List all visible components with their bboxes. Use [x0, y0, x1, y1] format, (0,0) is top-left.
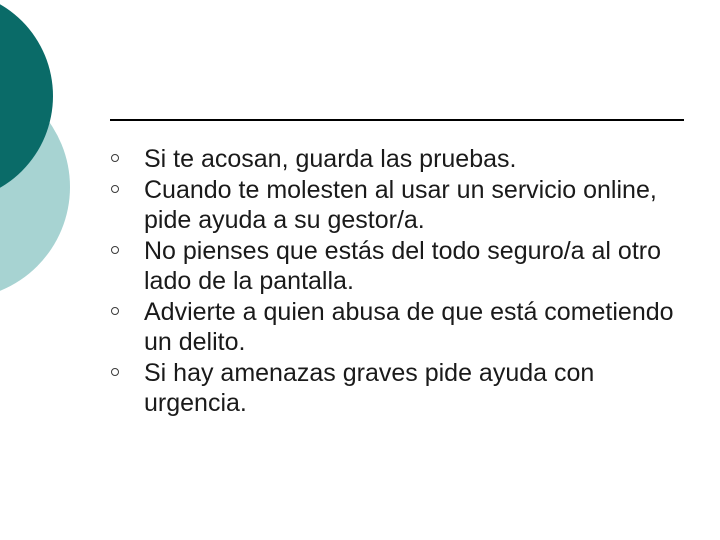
hollow-circle-bullet-icon — [111, 154, 119, 162]
bullet-list — [110, 144, 690, 419]
bullet-text: No pienses que estás del todo seguro/a al otro lado de la pantalla. — [144, 236, 662, 295]
bullet-text: Cuando te molesten al usar un servicio online, pide ayuda a su gestor/a. — [144, 175, 657, 234]
hollow-circle-bullet-icon — [111, 368, 119, 376]
bullet-text: Si te acosan, guarda las pruebas. — [144, 145, 517, 173]
bullet-item — [110, 144, 690, 175]
title-divider-line — [110, 119, 684, 121]
hollow-circle-bullet-icon — [111, 307, 119, 315]
bullet-item — [110, 236, 690, 297]
bullet-item — [110, 358, 690, 419]
hollow-circle-bullet-icon — [111, 246, 119, 254]
bullet-item — [110, 297, 690, 358]
hollow-circle-bullet-icon — [111, 185, 119, 193]
bullet-item — [110, 175, 690, 236]
decorative-circles — [0, 0, 120, 300]
bullet-text: Si hay amenazas graves pide ayuda con urgencia. — [144, 358, 595, 417]
bullet-text: Advierte a quien abusa de que está cometiendo un delito. — [144, 297, 674, 356]
